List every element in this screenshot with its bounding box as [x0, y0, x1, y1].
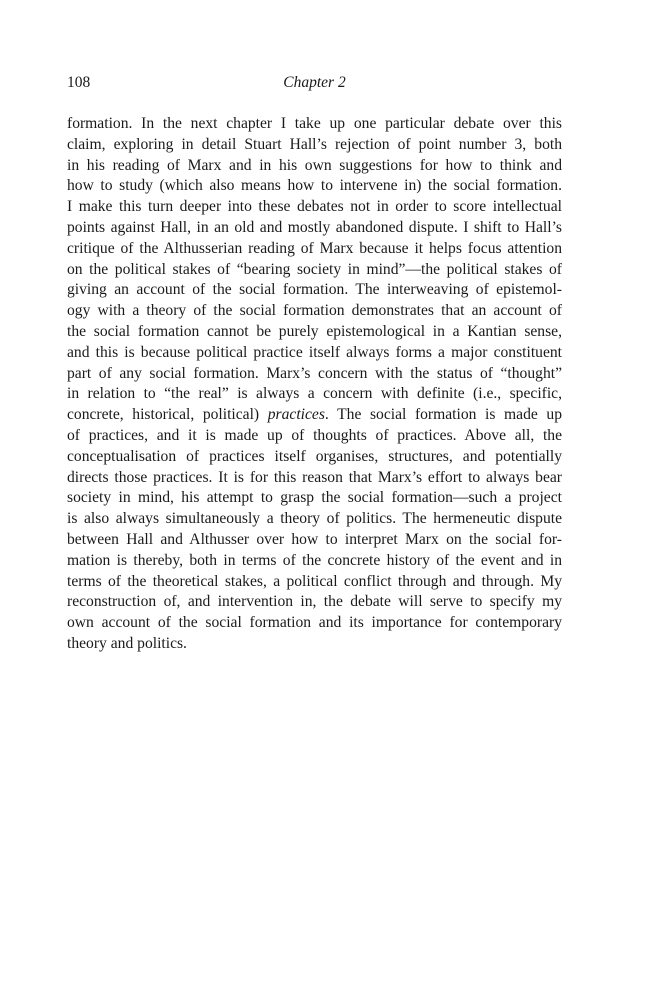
text-line: on the political stakes of “bearing society in mind”—the political stakes of — [67, 260, 562, 278]
text-line: I make this turn deeper into these debates not in order to score intellectual — [67, 198, 562, 216]
text-segment: concrete, historical, political) — [67, 406, 268, 424]
text-segment: . The social formation is made up — [324, 406, 562, 424]
text-line: part of any social formation. Marx’s concern with the status of “thought” — [67, 364, 562, 382]
text-line: is also always simultaneously a theory of politics. The hermeneutic dispute — [67, 510, 562, 528]
text-line: points against Hall, in an old and mostly abandoned dispute. I shift to Hall’s — [67, 218, 562, 236]
text-line: mation is thereby, both in terms of the concrete history of the event and in — [67, 551, 562, 569]
emphasized-text: practices — [267, 406, 325, 424]
text-line: and this is because political practice itself always forms a major constituent — [67, 343, 562, 361]
text-line: own account of the social formation and its importance for contemporary — [67, 614, 562, 632]
text-line: society in mind, his attempt to grasp the social formation—such a project — [67, 489, 562, 507]
text-line: terms of the theoretical stakes, a political conflict through and through. My — [67, 572, 562, 590]
text-line: of practices, and it is made up of thoughts of practices. Above all, the — [67, 426, 562, 444]
text-line: reconstruction of, and intervention in, the debate will serve to specify my — [67, 593, 562, 611]
chapter-title: Chapter 2 — [283, 74, 346, 91]
body-paragraph — [67, 114, 562, 655]
text-line: giving an account of the social formation. The interweaving of epistemol- — [67, 281, 562, 299]
text-line: conceptualisation of practices itself organises, structures, and potentially — [67, 447, 562, 465]
page-number: 108 — [67, 74, 91, 91]
text-line: between Hall and Althusser over how to interpret Marx on the social for- — [67, 530, 562, 548]
text-line: ogy with a theory of the social formation demonstrates that an account of — [67, 302, 562, 320]
text-line: theory and politics. — [67, 634, 187, 652]
text-line: directs those practices. It is for this reason that Marx’s effort to always bear — [67, 468, 562, 486]
text-line: in his reading of Marx and in his own suggestions for how to think and — [67, 156, 562, 174]
text-line: critique of the Althusserian reading of Marx because it helps focus attention — [67, 239, 562, 257]
running-head — [67, 74, 562, 94]
text-line: formation. In the next chapter I take up one particular debate over this — [67, 115, 562, 132]
text-line — [67, 405, 562, 426]
text-line: the social formation cannot be purely epistemological in a Kantian sense, — [67, 322, 562, 340]
text-line: how to study (which also means how to intervene in) the social formation. — [67, 177, 562, 195]
text-line: claim, exploring in detail Stuart Hall’s rejection of point number 3, both — [67, 135, 562, 153]
text-line: in relation to “the real” is always a concern with definite (i.e., specific, — [67, 385, 562, 403]
